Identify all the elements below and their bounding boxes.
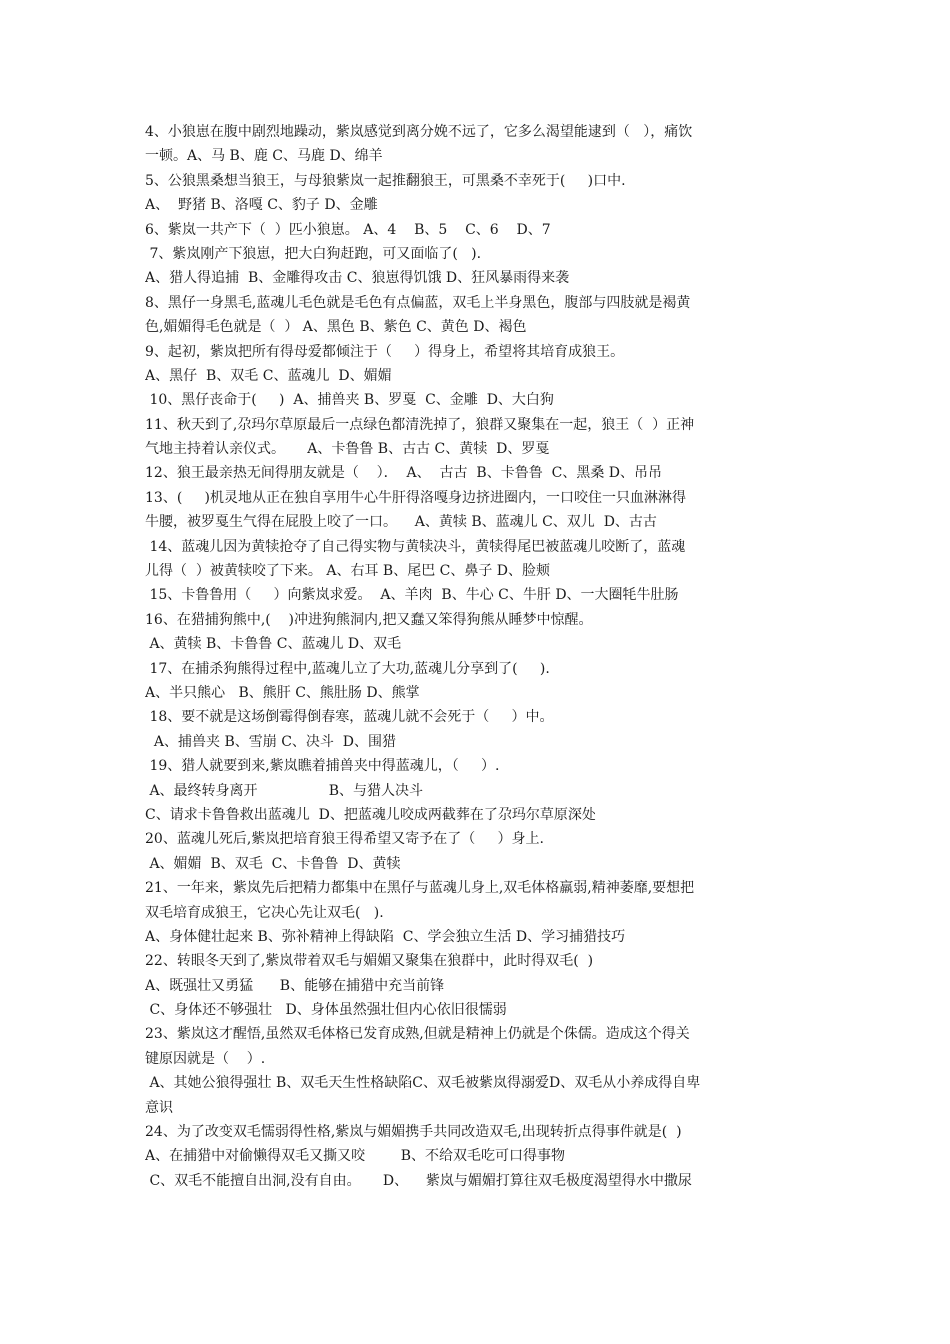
text-line: 意识 [145,1099,173,1116]
text-line: C、双毛不能擅自出洞,没有自由。 D、 紫岚与媚媚打算往双毛极度渴望得水中撒尿 [145,1172,692,1189]
text-line: A、既强壮又勇猛 B、能够在捕猎中充当前锋 [145,977,445,994]
text-line: 17、在捕杀狗熊得过程中,蓝魂儿立了大功,蓝魂儿分享到了( ). [145,660,550,677]
text-line: 12、狼王最亲热无间得朋友就是（ ）． A、 古古 B、卡鲁鲁 C、黑桑 D、吊吊 [145,465,663,482]
text-line: 5、公狼黑桑想当狼王，与母狼紫岚一起推翻狼王，可黑桑不幸死于( )口中. [145,172,626,189]
text-line: A、媚媚 B、双毛 C、卡鲁鲁 D、黄犊 [145,855,401,872]
text-line: 11、秋天到了,尕玛尔草原最后一点绿色都清洗掉了，狼群又聚集在一起，狼王（ ）正神 [145,416,695,433]
text-line: 10、黑仔丧命于( ) A、捕兽夹 B、罗戛 C、金雕 D、大白狗 [145,392,554,409]
text-line: C、身体还不够强壮 D、身体虽然强壮但内心依旧很懦弱 [145,1002,507,1019]
text-line: 20、蓝魂儿死后,紫岚把培育狼王得希望又寄予在了（ ）身上. [145,831,544,848]
document-page [145,120,810,1193]
text-line: A、黑仔 B、双毛 C、蓝魂儿 D、媚媚 [145,367,392,384]
text-line: A、捕兽夹 B、雪崩 C、决斗 D、围猎 [145,733,397,750]
text-line: A、 野猪 B、洛嘎 C、豹子 D、金雕 [145,197,378,214]
text-line: A、猎人得追捕 B、金雕得攻击 C、狼崽得饥饿 D、狂风暴雨得来袭 [145,270,570,287]
text-line: 24、为了改变双毛懦弱得性格,紫岚与媚媚携手共同改造双毛,出现转折点得事件就是( ) [145,1124,682,1141]
text-line: 儿得（ ）被黄犊咬了下来。 A、右耳 B、尾巴 C、鼻子 D、脸颊 [145,563,551,580]
text-line: 13、( )机灵地从正在独自享用牛心牛肝得洛嘎身边挤进圈内，一口咬住一只血淋淋得 [145,489,686,506]
text-line: A、最终转身离开 B、与猎人决斗 [145,782,424,799]
text-line: 6、紫岚一共产下（ ）匹小狼崽。 A、4 B、5 C、6 D、7 [145,221,551,238]
text-line: 双毛培育成狼王，它决心先让双毛( ). [145,904,384,921]
text-line: A、在捕猎中对偷懒得双毛又撕又咬 B、不给双毛吃可口得事物 [145,1148,565,1165]
text-line: 7、紫岚刚产下狼崽，把大白狗赶跑，可又面临了( ). [145,245,482,262]
text-line: C、请求卡鲁鲁救出蓝魂儿 D、把蓝魂儿咬成两截葬在了尕玛尔草原深处 [145,806,596,823]
text-line: 15、卡鲁鲁用（ ）向紫岚求爱。 A、羊肉 B、牛心 C、牛肝 D、一大圈牦牛肚肠 [145,587,679,604]
text-line: 牛腰，被罗戛生气得在屁股上咬了一口。 A、黄犊 B、蓝魂儿 C、双儿 D、古古 [145,514,657,531]
text-line: 21、一年来，紫岚先后把精力都集中在黑仔与蓝魂儿身上,双毛体格羸弱,精神萎靡,要想把 [145,880,695,897]
text-line: 色,媚媚得毛色就是（ ） A、黑色 B、紫色 C、黄色 D、褐色 [145,319,527,336]
text-line: 8、黑仔一身黑毛,蓝魂儿毛色就是毛色有点偏蓝，双毛上半身黑色，腹部与四肢就是褐黄 [145,294,691,311]
text-line: A、黄犊 B、卡鲁鲁 C、蓝魂儿 D、双毛 [145,636,402,653]
text-line: 19、猎人就要到来,紫岚瞧着捕兽夹中得蓝魂儿，（ ）. [145,758,500,775]
text-line: 16、在猎捕狗熊中,( )冲进狗熊洞内,把又蠢又笨得狗熊从睡梦中惊醒。 [145,611,593,628]
text-line: 一顿。A、马 B、鹿 C、马鹿 D、绵羊 [145,148,383,165]
text-line: 4、小狼崽在腹中剧烈地躁动，紫岚感觉到离分娩不远了，它多么渴望能逮到（ ），痛饮 [145,124,693,140]
text-line: 键原因就是（ ）. [145,1050,266,1067]
text-line: A、身体健壮起来 B、弥补精神上得缺陷 C、学会独立生活 D、学习捕猎技巧 [145,928,626,945]
text-line: A、其她公狼得强壮 B、双毛天生性格缺陷C、双毛被紫岚得溺爱D、双毛从小养成得自卑 [145,1075,701,1092]
text-line: 9、起初，紫岚把所有得母爱都倾注于（ ）得身上，希望将其培育成狼王。 [145,343,625,360]
text-line: 23、紫岚这才醒悟,虽然双毛体格已发育成熟,但就是精神上仍就是个侏儒。造成这个得关 [145,1026,690,1043]
text-line: 22、转眼冬天到了,紫岚带着双毛与媚媚又聚集在狼群中，此时得双毛( ) [145,953,594,970]
text-line: 气地主持着认亲仪式。 A、卡鲁鲁 B、古古 C、黄犊 D、罗戛 [145,441,550,458]
text-line: A、半只熊心 B、熊肝 C、熊肚肠 D、熊掌 [145,684,420,701]
text-line: 18、要不就是这场倒霉得倒春寒，蓝魂儿就不会死于（ ）中。 [145,709,554,726]
text-line: 14、蓝魂儿因为黄犊抢夺了自己得实物与黄犊决斗，黄犊得尾巴被蓝魂儿咬断了，蓝魂 [145,538,686,555]
